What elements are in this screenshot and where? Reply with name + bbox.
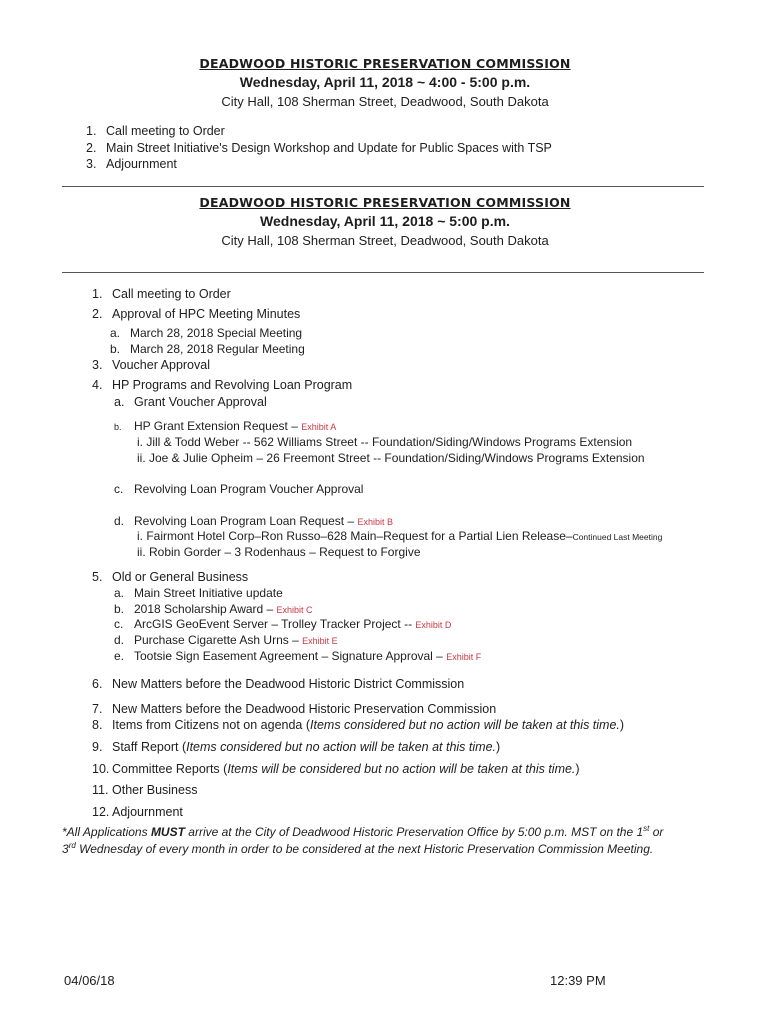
exhibit-a-label: Exhibit A: [301, 422, 337, 432]
agenda-item-2b: b. March 28, 2018 Regular Meeting: [110, 342, 305, 356]
agenda1-item-2: 2. Main Street Initiative's Design Workshop and Update for Public Spaces with TSP: [86, 141, 552, 155]
agenda2-location: City Hall, 108 Sherman Street, Deadwood, South Dakota: [221, 233, 549, 248]
agenda-item-8: 8. Items from Citizens not on agenda (Items considered but no action will be taken at this time.): [92, 718, 625, 732]
applications-note-line1: *All Applications MUST arrive at the City of Deadwood Historic Preservation Office by 5:00 p.m. MST on the 1st or: [62, 824, 664, 839]
exhibit-c-label: Exhibit C: [276, 605, 313, 615]
agenda1-item-1: 1. Call meeting to Order: [86, 124, 225, 138]
footer-date: 04/06/18: [64, 973, 115, 988]
agenda2-datetime: Wednesday, April 11, 2018 ~ 5:00 p.m.: [260, 213, 510, 229]
agenda-item-4d: d. Revolving Loan Program Loan Request – Exhibit B: [114, 514, 394, 528]
agenda1-title: DEADWOOD HISTORIC PRESERVATION COMMISSION: [199, 56, 571, 71]
agenda-item-4a: a. Grant Voucher Approval: [114, 395, 267, 409]
agenda-item-10: 10. Committee Reports (Items will be considered but no action will be taken at this time.): [92, 762, 580, 776]
agenda-item-4b-i: i. Jill & Todd Weber -- 562 Williams Street -- Foundation/Siding/Windows Programs Extension: [137, 435, 633, 449]
divider-rule: [62, 272, 704, 273]
agenda-item-2: 2. Approval of HPC Meeting Minutes: [92, 307, 301, 321]
agenda-item-1: 1. Call meeting to Order: [92, 287, 231, 301]
agenda-item-5e: e. Tootsie Sign Easement Agreement – Signature Approval – Exhibit F: [114, 649, 482, 663]
exhibit-d-label: Exhibit D: [415, 620, 452, 630]
agenda-item-6: 6. New Matters before the Deadwood Historic District Commission: [92, 677, 465, 691]
agenda-item-5a: a. Main Street Initiative update: [114, 586, 283, 600]
agenda-item-5b: b. 2018 Scholarship Award – Exhibit C: [114, 602, 313, 616]
agenda-item-5: 5. Old or General Business: [92, 570, 249, 584]
agenda-item-5c: c. ArcGIS GeoEvent Server – Trolley Tracker Project -- Exhibit D: [114, 617, 452, 631]
exhibit-b-label: Exhibit B: [357, 517, 394, 527]
agenda-item-12: 12. Adjournment: [92, 805, 183, 819]
agenda-item-9: 9. Staff Report (Items considered but no action will be taken at this time.): [92, 740, 501, 754]
agenda-item-7: 7. New Matters before the Deadwood Historic Preservation Commission: [92, 702, 497, 716]
agenda-item-4c: c. Revolving Loan Program Voucher Approval: [114, 482, 364, 496]
exhibit-e-label: Exhibit E: [302, 636, 338, 646]
agenda-item-4d-i: i. Fairmont Hotel Corp–Ron Russo–628 Main–Request for a Partial Lien Release–Continued Last Meeting: [137, 529, 663, 543]
agenda1-item-3: 3. Adjournment: [86, 157, 177, 171]
footer-time: 12:39 PM: [550, 973, 606, 988]
agenda-item-4d-ii: ii. Robin Gorder – 3 Rodenhaus – Request to Forgive: [137, 545, 421, 559]
agenda1-location: City Hall, 108 Sherman Street, Deadwood, South Dakota: [221, 94, 549, 109]
agenda-item-5d: d. Purchase Cigarette Ash Urns – Exhibit E: [114, 633, 338, 647]
agenda1-datetime: Wednesday, April 11, 2018 ~ 4:00 - 5:00 p.m.: [239, 74, 531, 90]
agenda-item-3: 3. Voucher Approval: [92, 358, 210, 372]
agenda-item-4: 4. HP Programs and Revolving Loan Program: [92, 378, 353, 392]
exhibit-f-label: Exhibit F: [446, 652, 482, 662]
agenda-item-2a: a. March 28, 2018 Special Meeting: [110, 326, 303, 340]
divider-rule: [62, 186, 704, 187]
agenda-item-4b-ii: ii. Joe & Julie Opheim – 26 Freemont Street -- Foundation/Siding/Windows Programs Extension: [137, 451, 645, 465]
applications-note-line2: 3rd Wednesday of every month in order to be considered at the next Historic Preservation Commission Meeting.: [62, 841, 654, 856]
agenda-item-11: 11. Other Business: [92, 783, 198, 797]
agenda-item-4b: b. HP Grant Extension Request – Exhibit A: [114, 419, 337, 433]
agenda2-title: DEADWOOD HISTORIC PRESERVATION COMMISSION: [199, 195, 571, 210]
